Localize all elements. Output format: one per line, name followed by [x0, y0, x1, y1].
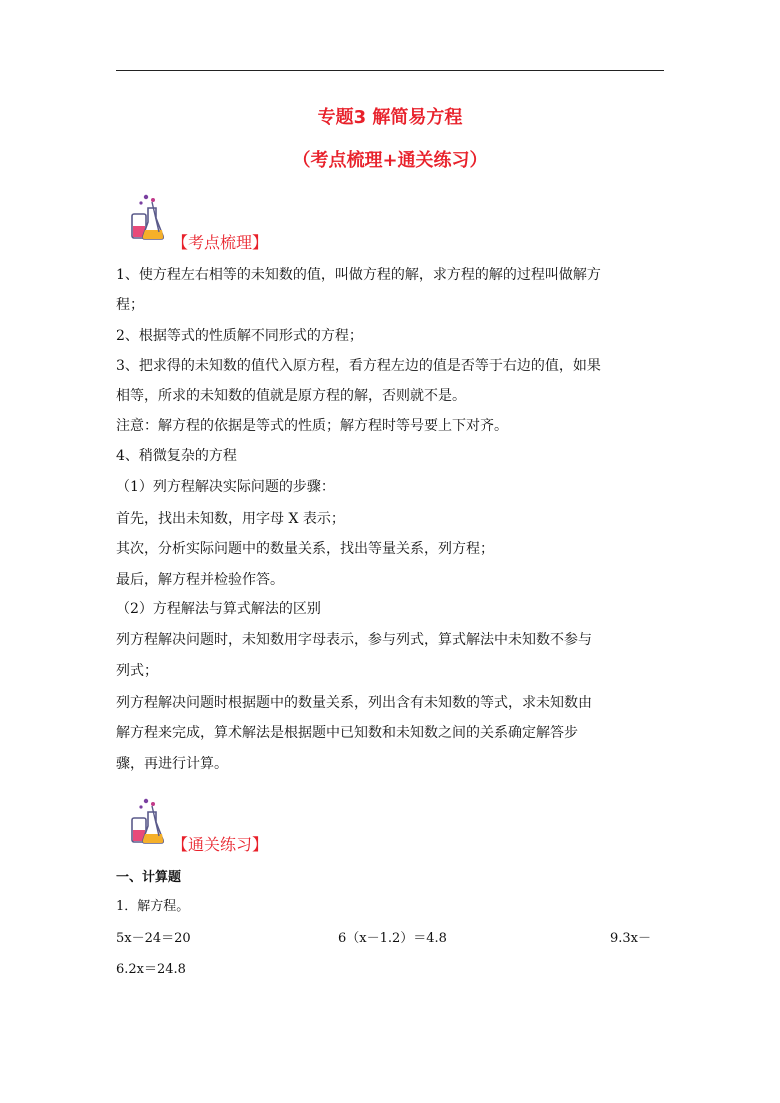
question-text: 1．解方程。 — [116, 899, 190, 914]
body-line: （2）方程解法与算式解法的区别 — [116, 601, 321, 617]
equation-1: 5x－24＝20 — [116, 931, 191, 946]
body-line: 程； — [116, 297, 144, 313]
exercise-heading: 一、计算题 — [116, 870, 182, 885]
flask-icon — [126, 192, 166, 242]
section-label-tongguan: 【通关练习】 — [172, 835, 269, 854]
body-line: 3、把求得的未知数的值代入原方程，看方程左边的值是否等于右边的值，如果 — [116, 358, 601, 374]
section-header-kaodian — [126, 192, 326, 252]
body-line: 4、稍微复杂的方程 — [116, 448, 237, 464]
body-line: （1）列方程解决实际问题的步骤： — [116, 479, 335, 495]
header-rule — [116, 70, 664, 71]
body-line: 1、使方程左右相等的未知数的值，叫做方程的解，求方程的解的过程叫做解方 — [116, 267, 601, 283]
section-label-kaodian: 【考点梳理】 — [172, 233, 269, 252]
body-line: 其次，分析实际问题中的数量关系，找出等量关系，列方程； — [116, 541, 494, 557]
equation-3-part1: 9.3x－ — [610, 931, 652, 946]
body-line: 2、根据等式的性质解不同形式的方程； — [116, 328, 363, 344]
body-line: 列式； — [116, 663, 158, 679]
equation-3-part2: 6.2x＝24.8 — [116, 962, 186, 977]
body-line: 最后，解方程并检验作答。 — [116, 572, 284, 588]
body-line: 列方程解决问题时，未知数用字母表示，参与列式，算式解法中未知数不参与 — [116, 632, 592, 648]
page-subtitle: （考点梳理+通关练习） — [292, 150, 488, 171]
flask-icon — [126, 796, 166, 846]
body-line: 相等，所求的未知数的值就是原方程的解，否则就不是。 — [116, 388, 466, 404]
body-line: 解方程来完成，算术解法是根据题中已知数和未知数之间的关系确定解答步 — [116, 725, 578, 741]
body-line: 列方程解决问题时根据题中的数量关系，列出含有未知数的等式，求未知数由 — [116, 695, 592, 711]
section-header-tongguan — [126, 796, 326, 852]
page-title: 专题3 解简易方程 — [317, 107, 463, 128]
body-line: 首先，找出未知数，用字母 X 表示； — [116, 511, 345, 527]
body-line: 注意：解方程的依据是等式的性质；解方程时等号要上下对齐。 — [116, 418, 508, 434]
body-line: 骤，再进行计算。 — [116, 756, 228, 772]
equation-2: 6（x－1.2）＝4.8 — [338, 931, 447, 946]
